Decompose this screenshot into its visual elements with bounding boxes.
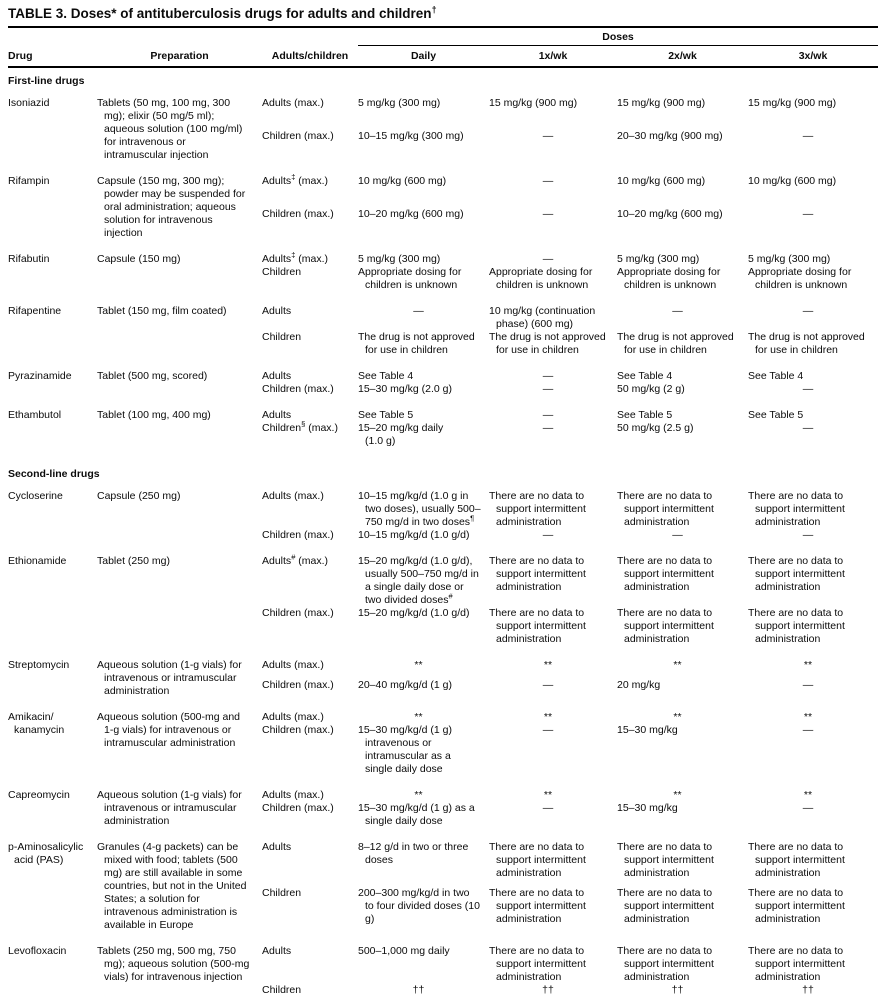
dose-cell-3xwk: The drug is not approved for use in children bbox=[748, 331, 865, 356]
dose-cell-daily: 15–20 mg/kg/d (1.0 g/d) bbox=[358, 607, 470, 619]
subrow-label: Adults bbox=[262, 305, 292, 317]
dose-cell-1xwk: — bbox=[542, 383, 554, 395]
dose-cell-daily: 15–30 mg/kg (2.0 g) bbox=[358, 383, 452, 395]
dose-cell-1xwk: ** bbox=[543, 789, 553, 801]
dose-cell-3xwk: — bbox=[802, 802, 814, 814]
dose-cell-daily: 5 mg/kg (300 mg) bbox=[358, 253, 441, 265]
col-header-1xwk: 1x/wk bbox=[538, 50, 568, 62]
subrow-label: Adults bbox=[262, 945, 292, 957]
dose-cell-3xwk: — bbox=[802, 422, 814, 434]
dose-cell-2xwk: 20 mg/kg bbox=[617, 678, 661, 691]
subrow-label: Adults bbox=[262, 409, 292, 421]
subrow-label: Children (max.) bbox=[262, 724, 334, 736]
drug-name: Capreomycin bbox=[8, 789, 70, 801]
drug-preparation: Tablet (150 mg, film coated) bbox=[97, 305, 227, 317]
dose-cell-daily: See Table 4 bbox=[358, 370, 414, 382]
dose-cell-2xwk: There are no data to support intermittent administration bbox=[617, 841, 714, 879]
col-header-2xwk: 2x/wk bbox=[668, 50, 697, 62]
subrow-label: Children (max.) bbox=[262, 207, 334, 220]
dose-cell-daily: 10–15 mg/kg/d (1.0 g/d) bbox=[358, 529, 470, 541]
drug-row bbox=[8, 552, 878, 646]
dose-cell-3xwk: †† bbox=[802, 984, 814, 996]
dose-cell-3xwk: — bbox=[802, 383, 814, 395]
subrow-label: Children (max.) bbox=[262, 607, 334, 619]
dose-cell-2xwk: See Table 4 bbox=[617, 370, 673, 382]
subrow-label: Adults (max.) bbox=[262, 97, 324, 109]
dose-cell-3xwk: — bbox=[802, 305, 814, 317]
dose-cell-daily: 15–20 mg/kg/d (1.0 g/d), usually 500–750 mg/d in a single daily dose or two divided doses# bbox=[358, 555, 479, 606]
dose-cell-daily: 20–40 mg/kg/d (1 g) bbox=[358, 678, 452, 691]
drug-row bbox=[8, 172, 878, 240]
dose-cell-3xwk: ** bbox=[803, 789, 813, 801]
dose-cell-3xwk: — bbox=[802, 129, 814, 142]
subrow-label: Children bbox=[262, 886, 302, 899]
dose-cell-3xwk: There are no data to support intermittent administration bbox=[748, 490, 845, 528]
dose-cell-2xwk: There are no data to support intermittent administration bbox=[617, 607, 714, 645]
drug-name: Rifampin bbox=[8, 175, 50, 187]
dose-cell-3xwk: See Table 4 bbox=[748, 370, 804, 382]
drug-preparation: Capsule (250 mg) bbox=[97, 490, 181, 502]
dose-cell-3xwk: There are no data to support intermittent administration bbox=[748, 555, 845, 593]
dose-cell-2xwk: There are no data to support intermittent administration bbox=[617, 945, 714, 983]
dose-cell-2xwk: There are no data to support intermittent administration bbox=[617, 490, 714, 528]
dose-cell-daily: — bbox=[413, 305, 424, 317]
dose-cell-daily: 500–1,000 mg daily bbox=[358, 945, 450, 957]
subrow-label: Children (max.) bbox=[262, 129, 334, 142]
dose-cell-1xwk: — bbox=[542, 802, 554, 814]
subrow-label: Adults (max.) bbox=[262, 789, 324, 801]
drug-name: Cycloserine bbox=[8, 490, 63, 502]
dose-cell-2xwk: The drug is not approved for use in children bbox=[617, 331, 734, 356]
drug-preparation: Tablet (100 mg, 400 mg) bbox=[97, 409, 211, 421]
dose-cell-daily: ** bbox=[414, 711, 423, 723]
section-header: Second-line drugs bbox=[8, 468, 100, 480]
subrow-label: Children bbox=[262, 331, 302, 343]
dose-cell-1xwk: — bbox=[542, 370, 554, 382]
drug-preparation: Granules (4-g packets) can be mixed with food; tablets (500 mg) are still available in some countries, but not in the United States; a solution for intravenous administration is available in Europe bbox=[97, 841, 247, 931]
dose-cell-1xwk: ** bbox=[543, 711, 553, 723]
drug-preparation: Capsule (150 mg, 300 mg); powder may be suspended for oral administration; aqueous solution for intravenous injection bbox=[97, 175, 246, 239]
drug-row bbox=[8, 490, 878, 542]
dose-cell-2xwk: ** bbox=[673, 659, 682, 671]
drug-name: Streptomycin bbox=[8, 659, 70, 671]
dose-cell-1xwk: There are no data to support intermittent administration bbox=[489, 490, 586, 528]
dose-cell-3xwk: — bbox=[802, 529, 814, 541]
section-header: First-line drugs bbox=[8, 75, 85, 87]
drug-name: Ethionamide bbox=[8, 555, 67, 567]
dose-cell-3xwk: — bbox=[802, 678, 814, 691]
dose-cell-1xwk: 10 mg/kg (continuation phase) (600 mg) bbox=[489, 305, 596, 330]
drug-preparation: Tablets (250 mg, 500 mg, 750 mg); aqueous solution (500-mg vials) for intravenous injection bbox=[97, 945, 250, 983]
drug-row bbox=[8, 250, 878, 292]
dose-cell-1xwk: — bbox=[542, 724, 554, 736]
dose-cell-3xwk: 10 mg/kg (600 mg) bbox=[748, 175, 837, 187]
subrow-label: Children§ (max.) bbox=[262, 419, 338, 434]
dose-cell-daily: ** bbox=[414, 789, 423, 801]
dose-cell-daily: The drug is not approved for use in children bbox=[358, 331, 475, 356]
dose-cell-2xwk: See Table 5 bbox=[617, 409, 673, 421]
dose-cell-daily: 15–30 mg/kg/d (1 g) as a single daily dose bbox=[358, 802, 475, 827]
drug-name: p-Aminosalicylic acid (PAS) bbox=[8, 841, 84, 866]
dose-cell-2xwk: 50 mg/kg (2.5 g) bbox=[617, 422, 694, 434]
drug-preparation: Tablet (250 mg) bbox=[97, 555, 170, 567]
dose-cell-2xwk: There are no data to support intermittent administration bbox=[617, 555, 714, 593]
drug-preparation: Capsule (150 mg) bbox=[97, 253, 181, 265]
dose-cell-1xwk: — bbox=[542, 207, 554, 220]
dose-cell-3xwk: There are no data to support intermittent administration bbox=[748, 607, 845, 645]
dose-cell-daily: 8–12 g/d in two or three doses bbox=[358, 841, 469, 866]
dose-cell-1xwk: 15 mg/kg (900 mg) bbox=[489, 97, 578, 109]
drug-name: Isoniazid bbox=[8, 97, 50, 109]
dose-cell-1xwk: — bbox=[542, 409, 554, 421]
dose-cell-1xwk: The drug is not approved for use in children bbox=[489, 331, 606, 356]
dose-cell-2xwk: 15–30 mg/kg bbox=[617, 724, 678, 736]
dose-cell-2xwk: †† bbox=[671, 984, 684, 996]
drug-preparation: Aqueous solution (500-mg and 1-g vials) for intravenous or intramuscular administration bbox=[97, 711, 241, 749]
dose-cell-daily: 200–300 mg/kg/d in two to four divided doses (10 g) bbox=[358, 886, 480, 925]
dose-cell-2xwk: 5 mg/kg (300 mg) bbox=[617, 253, 700, 265]
subrow-label: Adults (max.) bbox=[262, 490, 324, 502]
dose-cell-3xwk: — bbox=[802, 207, 814, 220]
drug-name: Ethambutol bbox=[8, 409, 62, 421]
drug-name: Pyrazinamide bbox=[8, 370, 72, 382]
dose-cell-2xwk: 20–30 mg/kg (900 mg) bbox=[617, 129, 723, 142]
subrow-label: Adults‡ (max.) bbox=[262, 172, 329, 187]
dose-cell-daily: 10–15 mg/kg/d (1.0 g in two doses), usually 500–750 mg/d in two doses¶ bbox=[358, 490, 481, 528]
table-title: TABLE 3. Doses* of antituberculosis drugs for adults and children† bbox=[8, 4, 437, 21]
dose-cell-2xwk: 50 mg/kg (2 g) bbox=[617, 383, 685, 395]
dose-cell-3xwk: There are no data to support intermittent administration bbox=[748, 886, 845, 925]
dose-cell-2xwk: 15 mg/kg (900 mg) bbox=[617, 97, 706, 109]
dose-cell-2xwk: ** bbox=[673, 789, 682, 801]
dose-cell-daily: 15–30 mg/kg/d (1 g) intravenous or intramuscular as a single daily dose bbox=[358, 724, 452, 775]
dose-cell-3xwk: ** bbox=[803, 711, 813, 723]
drug-row bbox=[8, 305, 878, 357]
dose-cell-daily: Appropriate dosing for children is unknown bbox=[358, 266, 462, 291]
dose-cell-2xwk: 10–20 mg/kg (600 mg) bbox=[617, 207, 723, 220]
dose-cell-2xwk: — bbox=[672, 305, 683, 317]
dose-cell-1xwk: — bbox=[542, 129, 554, 142]
dose-cell-1xwk: There are no data to support intermittent administration bbox=[489, 607, 586, 645]
dose-cell-1xwk: ** bbox=[543, 659, 553, 671]
dose-cell-3xwk: There are no data to support intermittent administration bbox=[748, 841, 845, 879]
drug-name: Levofloxacin bbox=[8, 945, 67, 957]
drug-row bbox=[8, 841, 878, 932]
dose-cell-daily: †† bbox=[412, 984, 425, 996]
subrow-label: Children bbox=[262, 266, 302, 278]
drug-row bbox=[8, 789, 878, 828]
dose-cell-1xwk: — bbox=[542, 678, 554, 691]
dose-cell-daily: 10 mg/kg (600 mg) bbox=[358, 175, 447, 187]
subrow-label: Adults‡ (max.) bbox=[262, 250, 329, 265]
subrow-label: Adults bbox=[262, 841, 292, 853]
drug-name: Rifapentine bbox=[8, 305, 62, 317]
drug-row bbox=[8, 409, 878, 448]
drug-preparation: Aqueous solution (1-g vials) for intravenous or intramuscular administration bbox=[97, 659, 242, 697]
dose-cell-3xwk: — bbox=[802, 724, 814, 736]
dose-cell-3xwk: Appropriate dosing for children is unknown bbox=[748, 266, 852, 291]
dose-cell-1xwk: There are no data to support intermittent administration bbox=[489, 841, 586, 879]
subrow-label: Adults (max.) bbox=[262, 659, 324, 671]
dose-cell-1xwk: — bbox=[542, 422, 554, 434]
table-body bbox=[8, 68, 878, 997]
subrow-label: Children (max.) bbox=[262, 678, 334, 691]
drug-row bbox=[8, 711, 878, 776]
dose-cell-2xwk: ** bbox=[673, 711, 682, 723]
dose-cell-1xwk: — bbox=[542, 529, 554, 541]
table-header bbox=[8, 28, 878, 66]
drug-preparation: Tablet (500 mg, scored) bbox=[97, 370, 208, 382]
dose-cell-1xwk: Appropriate dosing for children is unknown bbox=[489, 266, 593, 291]
dose-cell-1xwk: There are no data to support intermittent administration bbox=[489, 886, 586, 925]
dose-cell-1xwk: — bbox=[542, 175, 554, 187]
col-header-3xwk: 3x/wk bbox=[798, 50, 828, 62]
dose-cell-2xwk: There are no data to support intermittent administration bbox=[617, 886, 714, 925]
drug-preparation: Aqueous solution (1-g vials) for intravenous or intramuscular administration bbox=[97, 789, 242, 827]
dose-cell-2xwk: 10 mg/kg (600 mg) bbox=[617, 175, 706, 187]
dose-cell-1xwk: There are no data to support intermittent administration bbox=[489, 555, 586, 593]
drug-preparation: Tablets (50 mg, 100 mg, 300 mg); elixir (50 mg/5 ml); aqueous solution (100 mg/ml) for intravenous or intramuscular injection bbox=[97, 97, 243, 161]
col-header-daily: Daily bbox=[410, 50, 437, 62]
drug-row bbox=[8, 370, 878, 396]
subrow-label: Children (max.) bbox=[262, 383, 334, 395]
subrow-label: Children (max.) bbox=[262, 529, 334, 541]
subrow-label: Adults (max.) bbox=[262, 711, 324, 723]
dose-cell-daily: 10–15 mg/kg (300 mg) bbox=[358, 129, 464, 142]
dose-cell-2xwk: Appropriate dosing for children is unknown bbox=[617, 266, 721, 291]
dose-cell-2xwk: 15–30 mg/kg bbox=[617, 802, 678, 814]
dose-cell-daily: 10–20 mg/kg (600 mg) bbox=[358, 207, 464, 220]
col-header-adults-children: Adults/children bbox=[271, 50, 349, 62]
drug-name: Amikacin/ kanamycin bbox=[8, 711, 65, 736]
col-header-drug: Drug bbox=[8, 50, 33, 62]
drug-row bbox=[8, 945, 878, 997]
dose-cell-daily: 5 mg/kg (300 mg) bbox=[358, 97, 441, 109]
drug-row bbox=[8, 97, 878, 162]
doses-group-label: Doses bbox=[358, 28, 878, 46]
dose-cell-daily: ** bbox=[414, 659, 423, 671]
dose-cell-2xwk: — bbox=[672, 529, 683, 541]
dose-cell-3xwk: ** bbox=[803, 659, 813, 671]
subrow-label: Children (max.) bbox=[262, 802, 334, 814]
dose-cell-3xwk: 15 mg/kg (900 mg) bbox=[748, 97, 837, 109]
col-header-preparation: Preparation bbox=[150, 50, 209, 62]
dose-cell-1xwk: There are no data to support intermittent administration bbox=[489, 945, 586, 983]
dose-cell-daily: See Table 5 bbox=[358, 409, 414, 421]
drug-name: Rifabutin bbox=[8, 253, 50, 265]
dose-cell-daily: 15–20 mg/kg daily (1.0 g) bbox=[358, 422, 444, 447]
dose-cell-3xwk: See Table 5 bbox=[748, 409, 804, 421]
dose-cell-1xwk: †† bbox=[542, 984, 554, 996]
subrow-label: Adults# (max.) bbox=[262, 552, 329, 567]
subrow-label: Adults bbox=[262, 370, 292, 382]
dose-cell-1xwk: — bbox=[542, 253, 554, 265]
subrow-label: Children bbox=[262, 984, 302, 996]
dose-cell-3xwk: 5 mg/kg (300 mg) bbox=[748, 253, 831, 265]
dose-cell-3xwk: There are no data to support intermittent administration bbox=[748, 945, 845, 983]
drug-row bbox=[8, 659, 878, 698]
